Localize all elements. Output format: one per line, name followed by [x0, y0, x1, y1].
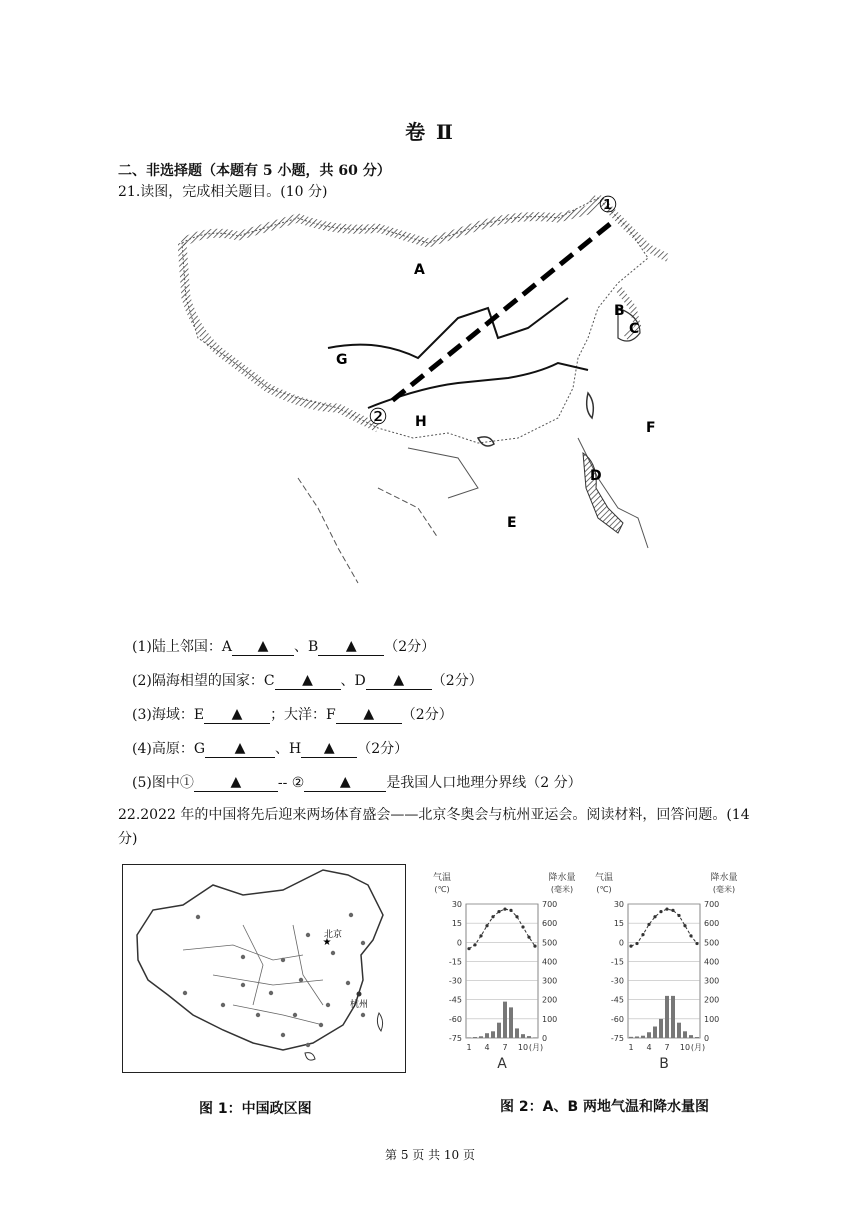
taiwan-island: [377, 1013, 382, 1031]
temp-tick-label: -15: [448, 957, 462, 967]
precip-bar: [677, 1023, 681, 1038]
month-tick-label: (月): [690, 1043, 706, 1052]
answer-blank[interactable]: ▲: [232, 637, 294, 656]
precip-tick-label: 300: [542, 976, 558, 986]
temp-point: [479, 934, 482, 937]
q21-item-2-suffix: （2分）: [431, 673, 483, 689]
precip-bar: [503, 1002, 507, 1038]
temp-point: [641, 933, 644, 936]
precip-tick-label: 600: [542, 919, 558, 929]
q21-item-5-prefix: (5)图中①: [132, 775, 194, 791]
answer-blank[interactable]: ▲: [194, 773, 278, 792]
answer-blank[interactable]: ▲: [304, 773, 386, 792]
temp-tick-label: 0: [456, 938, 462, 948]
temp-point: [485, 924, 488, 927]
q21-item-3-prefix: (3)海域：E: [132, 707, 205, 723]
temp-tick-label: -45: [610, 995, 624, 1005]
precip-tick-label: 100: [704, 1014, 720, 1024]
section-heading: 二、非选择题（本题有 5 小题，共 60 分）: [118, 163, 391, 179]
precip-bar: [509, 1007, 513, 1038]
temp-point: [491, 915, 494, 918]
page-title: 卷 Ⅱ: [405, 120, 455, 144]
temp-tick-label: 30: [451, 900, 462, 909]
q21-item-1-prefix: (1)陆上邻国：A: [132, 639, 232, 655]
q21-item-1-suffix: （2分）: [384, 639, 436, 655]
hangzhou-label: 杭州: [349, 1000, 369, 1010]
temp-tick-label: -60: [610, 1014, 624, 1024]
yellow-river: [328, 298, 568, 358]
answer-blank[interactable]: ▲: [366, 671, 432, 690]
temp-tick-label: -45: [448, 995, 462, 1005]
temp-point: [527, 936, 530, 939]
beijing-label: 北京: [323, 930, 343, 940]
month-tick-label: 1: [628, 1043, 634, 1052]
q21-item-5-mid: -- ②: [277, 775, 305, 791]
precip-bar: [491, 1031, 495, 1038]
temp-tick-label: -15: [610, 957, 624, 967]
month-tick-label: 4: [646, 1043, 652, 1052]
precip-bar: [533, 1037, 537, 1038]
precip-tick-label: 100: [542, 1014, 558, 1024]
map-label-b: B: [614, 303, 625, 319]
temp-point: [515, 915, 518, 918]
answer-blank[interactable]: ▲: [205, 739, 275, 758]
map-label-c: C: [629, 321, 640, 337]
temp-tick-label: 15: [451, 919, 462, 929]
month-tick-label: (月): [528, 1043, 544, 1052]
temp-tick-label: 30: [613, 900, 624, 909]
population-divide-line: [388, 224, 610, 404]
map-label-d: D: [590, 468, 602, 484]
temp-tick-label: 0: [618, 938, 624, 948]
temp-point: [659, 910, 662, 913]
precip-bar: [521, 1034, 525, 1038]
precip-bar: [485, 1033, 489, 1038]
map-label-p2: ②: [368, 405, 388, 430]
temp-tick-label: -60: [448, 1014, 462, 1024]
precip-tick-label: 0: [704, 1034, 710, 1043]
precip-bar: [689, 1035, 693, 1038]
precip-tick-label: 200: [542, 995, 558, 1005]
question-21-prompt: 21.读图，完成相关题目。(10 分): [118, 184, 328, 200]
precip-tick-label: 400: [704, 957, 720, 967]
temp-axis-unit: (℃): [596, 885, 612, 894]
beijing-star-icon: ★: [322, 937, 332, 948]
temp-point: [695, 942, 698, 945]
precip-bar: [497, 1023, 501, 1038]
precip-axis-unit: (毫米): [712, 885, 736, 894]
precip-bar: [515, 1028, 519, 1038]
map-label-f: F: [646, 420, 656, 436]
precip-axis-title: 降水量: [710, 873, 738, 883]
precip-bar: [641, 1036, 645, 1038]
answer-blank[interactable]: ▲: [275, 671, 341, 690]
page-footer: 第 5 页 共 10 页: [385, 1148, 475, 1162]
map-label-a: A: [414, 262, 425, 278]
precip-bar: [467, 1037, 471, 1038]
map-label-g: G: [336, 352, 348, 368]
precip-bar: [635, 1036, 639, 1038]
q21-item-3: [132, 704, 453, 724]
map-label-h: H: [415, 414, 427, 430]
temp-point: [467, 947, 470, 950]
month-tick-label: 7: [664, 1043, 670, 1052]
precip-tick-label: 700: [704, 900, 720, 909]
precip-tick-label: 200: [704, 995, 720, 1005]
temp-point: [635, 942, 638, 945]
temp-point: [509, 909, 512, 912]
asia-map-figure: [178, 188, 672, 588]
precip-tick-label: 300: [704, 976, 720, 986]
q21-item-3-suffix: （2分）: [401, 707, 453, 723]
q21-item-1-mid: 、B: [293, 639, 319, 655]
philippines: [583, 453, 623, 533]
china-political-map-frame: [122, 864, 406, 1073]
hainan-island: [478, 437, 494, 446]
temp-tick-label: 15: [613, 919, 624, 929]
q21-item-2: [132, 670, 483, 690]
temp-point: [521, 925, 524, 928]
temp-point: [533, 945, 536, 948]
answer-blank[interactable]: ▲: [204, 705, 270, 724]
precip-tick-label: 700: [542, 900, 558, 909]
figure-2-caption: 图 2：A、B 两地气温和降水量图: [500, 1099, 709, 1115]
precip-bar: [527, 1036, 531, 1038]
month-tick-label: 1: [466, 1043, 472, 1052]
climate-chart-b: [595, 871, 738, 1072]
precip-bar: [647, 1032, 651, 1038]
map-label-e: E: [507, 515, 517, 531]
precip-bar: [665, 996, 669, 1038]
temp-axis-title: 气温: [594, 873, 614, 883]
answer-blank[interactable]: ▲: [336, 705, 402, 724]
q21-item-4-suffix: （2分）: [357, 741, 409, 757]
china-political-map: [123, 865, 404, 1071]
temp-line: [469, 909, 535, 949]
temp-point: [503, 908, 506, 911]
temp-point: [497, 910, 500, 913]
temp-point: [653, 915, 656, 918]
precip-bar: [473, 1037, 477, 1038]
temp-point: [689, 934, 692, 937]
month-tick-label: 4: [484, 1043, 490, 1052]
hainan-island: [305, 1053, 315, 1061]
precip-tick-label: 600: [704, 919, 720, 929]
taiwan-island: [587, 393, 594, 418]
temp-tick-label: -30: [610, 976, 624, 986]
climate-charts-figure: [426, 868, 756, 1076]
q21-item-2-mid: 、D: [340, 673, 366, 689]
chart-title: A: [497, 1056, 507, 1072]
temp-line: [631, 909, 697, 946]
border-hatching: [182, 198, 598, 243]
question-22-prompt: 22.2022 年的中国将先后迎来两场体育盛会——北京冬奥会与杭州亚运会。阅读材料，回答问题。(14 分): [118, 807, 750, 847]
month-tick-label: 10: [679, 1043, 691, 1052]
precip-tick-label: 500: [704, 938, 720, 948]
temp-axis-unit: (℃): [434, 885, 450, 894]
precip-tick-label: 0: [542, 1034, 548, 1043]
precip-bar: [671, 996, 675, 1038]
plot-frame: [628, 904, 700, 1038]
plot-frame: [466, 904, 538, 1038]
climate-chart-a: [433, 871, 576, 1072]
temp-point: [647, 923, 650, 926]
q21-item-5-suffix: 是我国人口地理分界线（2 分）: [386, 775, 582, 791]
q21-item-4-prefix: (4)高原：G: [132, 741, 206, 757]
temp-tick-label: -75: [610, 1034, 624, 1043]
map-label-p1: ①: [598, 193, 618, 218]
q21-item-1: [132, 636, 435, 656]
q21-item-4-mid: 、H: [275, 741, 302, 757]
temp-point: [677, 914, 680, 917]
q21-item-2-prefix: (2)隔海相望的国家：C: [132, 673, 275, 689]
q21-item-3-mid: ；大洋：F: [270, 707, 336, 723]
precip-bar: [695, 1037, 699, 1038]
temp-point: [683, 924, 686, 927]
hangzhou-marker: [357, 992, 362, 997]
month-tick-label: 10: [517, 1043, 529, 1052]
precip-axis-title: 降水量: [548, 873, 576, 883]
yangtze-river: [368, 363, 588, 408]
precip-axis-unit: (毫米): [550, 885, 574, 894]
china-outline: [137, 870, 383, 1050]
temp-point: [473, 943, 476, 946]
precip-bar: [629, 1037, 633, 1038]
temp-point: [671, 909, 674, 912]
temp-point: [665, 908, 668, 911]
temp-tick-label: -75: [448, 1034, 462, 1043]
temp-tick-label: -30: [448, 976, 462, 986]
month-tick-label: 7: [502, 1043, 508, 1052]
precip-bar: [659, 1019, 663, 1038]
temp-axis-title: 气温: [432, 873, 452, 883]
precip-bar: [653, 1027, 657, 1038]
chart-title: B: [659, 1056, 669, 1072]
precip-tick-label: 500: [542, 938, 558, 948]
precip-tick-label: 400: [542, 957, 558, 967]
q21-item-4: [132, 738, 408, 758]
precip-bar: [683, 1031, 687, 1038]
figure-1-caption: 图 1：中国政区图: [199, 1101, 312, 1117]
answer-blank[interactable]: ▲: [301, 739, 357, 758]
precip-bar: [479, 1036, 483, 1038]
answer-blank[interactable]: ▲: [318, 637, 384, 656]
q21-item-5: [132, 772, 582, 792]
temp-point: [629, 945, 632, 948]
